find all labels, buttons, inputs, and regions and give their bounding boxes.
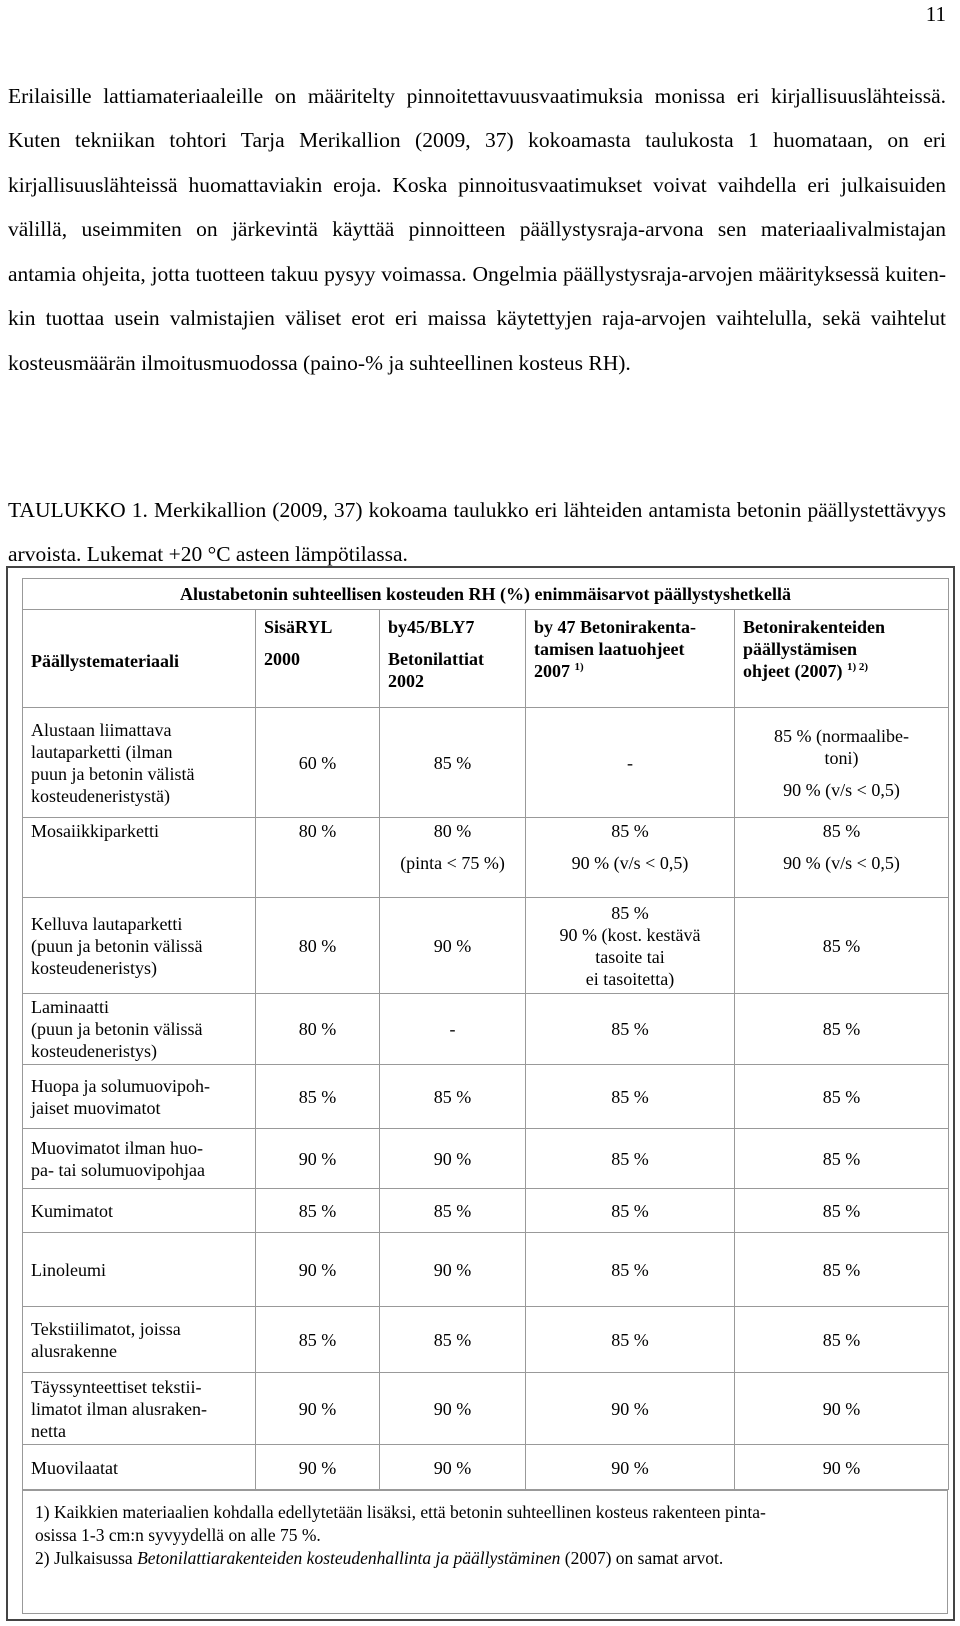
value-cell: 90 % — [380, 1445, 526, 1490]
header-material: Päällystemateriaali — [23, 610, 256, 708]
value-cell: 85 % — [380, 1307, 526, 1373]
header-by45: by45/BLY7 Betonilattiat 2002 — [380, 610, 526, 708]
value-cell: 90 % — [380, 898, 526, 994]
body-paragraph: Erilaisille lattiamateriaaleille on määritelty pinnoitettavuusvaatimuksia monissa eri kirjallisuuslähteissä. Kuten tekniikan tohtori Tarja Merikallion (2009, 37) kokoamasta taulukosta 1 huomataan, on eri kirjallisuuslähteissä huomattaviakin eroja. Koska pinnoitusvaatimukset voivat vaihdella eri julkaisuiden välillä, useimmiten on järkevintä käyttää pinnoitteen päällystysraja-arvona sen materiaalivalmistajan antamia ohjeita, jotta tuotteen takuu pysyy voimassa. Ongelmia päällystysraja-arvojen määrityksessä kuitenkin tuottaa usein valmistajien väliset erot eri maissa käytettyjen raja-arvojen vaihtelulla, sekä vaihtelut kosteusmäärän ilmoitusmuodossa (paino-% ja suhteellinen kosteus RH). — [8, 83, 946, 376]
header-betonirakenteiden: Betonirakenteiden päällystämisen ohjeet (2007) $^{1) 2)}$ — [735, 610, 949, 708]
value-cell: 85 % — [735, 1189, 949, 1233]
table-row — [23, 1129, 949, 1189]
table-row — [23, 1189, 949, 1233]
table-caption: TAULUKKO 1. Merkikallion (2009, 37) kokoama taulukko eri lähteiden antamista betonin päällystettävyys arvoista. Lukemat +20 °C asteen lämpötilassa. — [8, 497, 946, 567]
material-cell: Huopa ja solumuovipoh- jaiset muovimatot — [23, 1065, 256, 1129]
material-cell: Alustaan liimattava lautaparketti (ilman puun ja betonin välistä kosteudeneristystä) — [23, 708, 256, 818]
table-row — [23, 1373, 949, 1445]
header-by47: by 47 Betonirakenta- tamisen laatuohjeet 2007 $^{1)}$ — [526, 610, 735, 708]
value-cell: 90 % — [526, 1445, 735, 1490]
value-cell: 85 % — [526, 1065, 735, 1129]
value-cell: 85 % — [735, 1065, 949, 1129]
material-cell: Mosaiikkiparketti — [23, 818, 256, 898]
value-cell: 85 % — [256, 1065, 380, 1129]
table-row — [23, 1233, 949, 1307]
value-cell: 90 % — [735, 1373, 949, 1445]
table-row — [23, 1307, 949, 1373]
value-cell: 60 % — [256, 708, 380, 818]
value-cell: 85 % — [380, 1189, 526, 1233]
table-title: Alustabetonin suhteellisen kosteuden RH (%) enimmäisarvot päällystyshetkellä — [23, 579, 949, 610]
table-footnotes — [22, 1490, 948, 1614]
material-cell: Täyssynteettiset tekstii- limatot ilman alusraken- netta — [23, 1373, 256, 1445]
value-cell: 90 % — [256, 1445, 380, 1490]
table-row — [23, 1065, 949, 1129]
page-number: 11 — [925, 2, 946, 26]
value-cell: 90 % — [256, 1373, 380, 1445]
value-cell: 85 % — [735, 1233, 949, 1307]
value-cell: - — [526, 708, 735, 818]
footnote-2: 2) Julkaisussa Betonilattiarakenteiden kosteudenhallinta ja päällystäminen (2007) on samat arvot. — [35, 1548, 724, 1568]
material-cell: Tekstiilimatot, joissa alusrakenne — [23, 1307, 256, 1373]
value-cell: 90 % — [256, 1129, 380, 1189]
value-cell: 85 % — [735, 994, 949, 1065]
value-cell: 85 % 90 % (v/s < 0,5) — [735, 818, 949, 898]
table-image-frame — [6, 566, 955, 1621]
value-cell: 85 % — [735, 1129, 949, 1189]
table-row — [23, 708, 949, 818]
value-cell: 80 % — [256, 818, 380, 898]
value-cell: 85 % 90 % (v/s < 0,5) — [526, 818, 735, 898]
value-cell: 85 % — [526, 1233, 735, 1307]
value-cell: 85 % — [256, 1307, 380, 1373]
value-cell: 85 % — [526, 1189, 735, 1233]
value-cell: 85 % — [380, 708, 526, 818]
value-cell: 85 % — [256, 1189, 380, 1233]
value-cell: 80 % (pinta < 75 %) — [380, 818, 526, 898]
value-cell: 85 % — [526, 1307, 735, 1373]
value-cell: 85 % 90 % (kost. kestävä tasoite tai ei tasoitetta) — [526, 898, 735, 994]
value-cell: 85 % — [735, 1307, 949, 1373]
value-cell: 90 % — [380, 1129, 526, 1189]
value-cell: 90 % — [526, 1373, 735, 1445]
value-cell: 80 % — [256, 898, 380, 994]
value-cell: 90 % — [380, 1233, 526, 1307]
value-cell: 85 % — [526, 994, 735, 1065]
material-cell: Laminaatti (puun ja betonin välissä kosteudeneristys) — [23, 994, 256, 1065]
value-cell: 80 % — [256, 994, 380, 1065]
humidity-table — [22, 578, 949, 1490]
table-row — [23, 994, 949, 1065]
material-cell: Kelluva lautaparketti (puun ja betonin välissä kosteudeneristys) — [23, 898, 256, 994]
material-cell: Muovilaatat — [23, 1445, 256, 1490]
material-cell: Linoleumi — [23, 1233, 256, 1307]
header-sisaryl: SisäRYL 2000 — [256, 610, 380, 708]
material-cell: Muovimatot ilman huo- pa- tai solumuovipohjaa — [23, 1129, 256, 1189]
table-row — [23, 1445, 949, 1490]
value-cell: 85 % — [380, 1065, 526, 1129]
value-cell: 90 % — [735, 1445, 949, 1490]
material-cell: Kumimatot — [23, 1189, 256, 1233]
table-row — [23, 818, 949, 898]
value-cell: 85 % (normaalibe- toni) 90 % (v/s < 0,5) — [735, 708, 949, 818]
table-row — [23, 898, 949, 994]
value-cell: 85 % — [526, 1129, 735, 1189]
value-cell: 90 % — [256, 1233, 380, 1307]
footnote-1: 1) Kaikkien materiaalien kohdalla edellytetään lisäksi, että betonin suhteellinen kosteus rakenteen pinta- osissa 1-3 cm:n syvyydellä on alle 75 %. — [35, 1502, 766, 1545]
value-cell: 90 % — [380, 1373, 526, 1445]
value-cell: 85 % — [735, 898, 949, 994]
value-cell: - — [380, 994, 526, 1065]
